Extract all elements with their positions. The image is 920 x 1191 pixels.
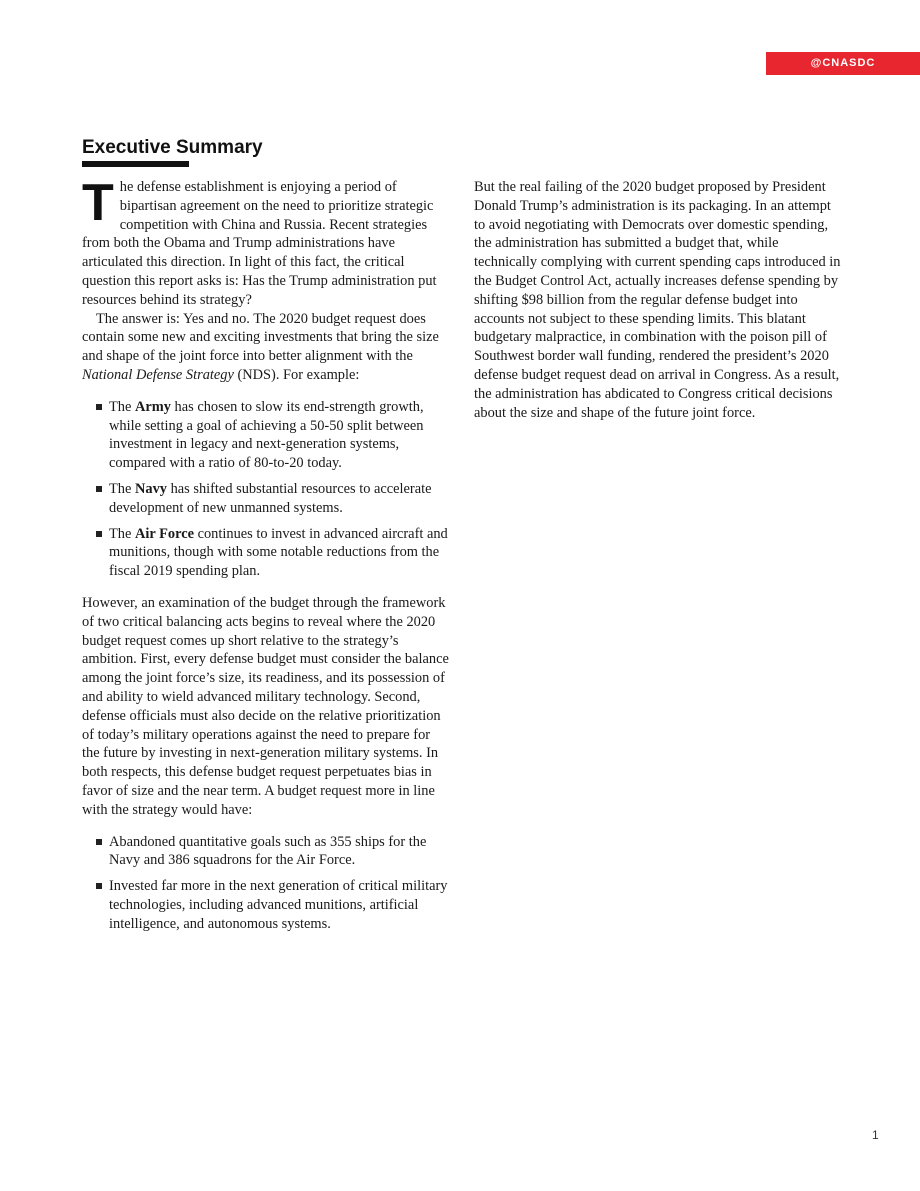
section-title: Executive Summary <box>82 137 263 158</box>
item-service: Air Force <box>134 525 194 542</box>
right-column <box>474 178 842 422</box>
service-investment-list <box>82 398 449 581</box>
page-number: 1 <box>872 1128 879 1142</box>
social-handle-badge: @CNASDC <box>766 52 920 75</box>
packaging-paragraph: But the real failing of the 2020 budget proposed by President Donald Trump’s administration is its packaging. In an attempt to avoid negotiating with Democrats over domestic spending, the administration has submitted a budget that, while technically complying with current spending caps introduced in the Budget Control Act, actually increases defense spending by shifting $98 billion from the regular defense budget into accounts not subject to these spending limits. This blatant budgetary malpractice, in combination with the poison pill of Southwest border wall funding, rendered the president’s 2020 defense budget request dead on arrival in Congress. As a result, the administration has abdicated to Congress critical decisions about the size and shape of the future joint force. <box>474 179 841 421</box>
list-item: Abandoned quantitative goals such as 355 ships for the Navy and 386 squadrons for the Air Force. <box>82 833 449 871</box>
list-item <box>82 480 449 518</box>
analysis-paragraph: However, an examination of the budget through the framework of two critical balancing acts begins to reveal where the 2020 budget request comes up short relative to the strategy’s ambition. First, every defense budget must consider the balance among the joint force’s size, its readiness, and its possession of and ability to wield advanced military technology. Second, defense officials must also decide on the relative prioritization of today’s military operations against the need to prepare for the future by investing in next-generation military systems. In both respects, this defense budget request perpetuates bias in favor of size and the near term. A budget request more in line with the strategy would have: <box>82 594 449 818</box>
drop-cap: T <box>82 174 114 232</box>
item-lead: The <box>109 398 135 415</box>
answer-text-end: (NDS). For example: <box>233 366 360 383</box>
left-column <box>82 174 449 940</box>
item-text: continues to invest in advanced aircraft and munitions, though with some notable reductions from the fiscal 2019 spending plan. <box>109 525 448 580</box>
item-lead: The <box>109 525 135 542</box>
list-item: Invested far more in the next generation of critical military technologies, including advanced munitions, artificial intelligence, and autonomous systems. <box>82 877 449 933</box>
item-lead: The <box>109 480 135 497</box>
nds-title: National Defense Strategy <box>82 366 234 383</box>
answer-text: The answer is: Yes and no. The 2020 budget request does contain some new and exciting investments that bring the size and shape of the joint force into better alignment with the <box>82 310 439 365</box>
item-text: has chosen to slow its end-strength growth, while setting a goal of achieving a 50-50 split between investment in legacy and next-generation systems, compared with a ratio of 80-to-20 today. <box>109 398 424 472</box>
list-item <box>82 398 449 473</box>
intro-paragraph <box>82 174 449 310</box>
answer-paragraph <box>82 310 449 385</box>
intro-text: he defense establishment is enjoying a period of bipartisan agreement on the need to prioritize strategic competition with China and Russia. Recent strategies from both the Obama and Trump administrations have articulated this direction. In light of this fact, the critical question this report asks is: Has the Trump administration put resources behind its strategy? <box>82 179 437 308</box>
list-item <box>82 525 449 581</box>
item-service: Army <box>134 398 171 415</box>
item-service: Navy <box>134 480 167 497</box>
item-text: has shifted substantial resources to accelerate development of new unmanned systems. <box>109 480 432 516</box>
recommendation-list <box>82 833 449 934</box>
title-underline <box>82 161 189 167</box>
